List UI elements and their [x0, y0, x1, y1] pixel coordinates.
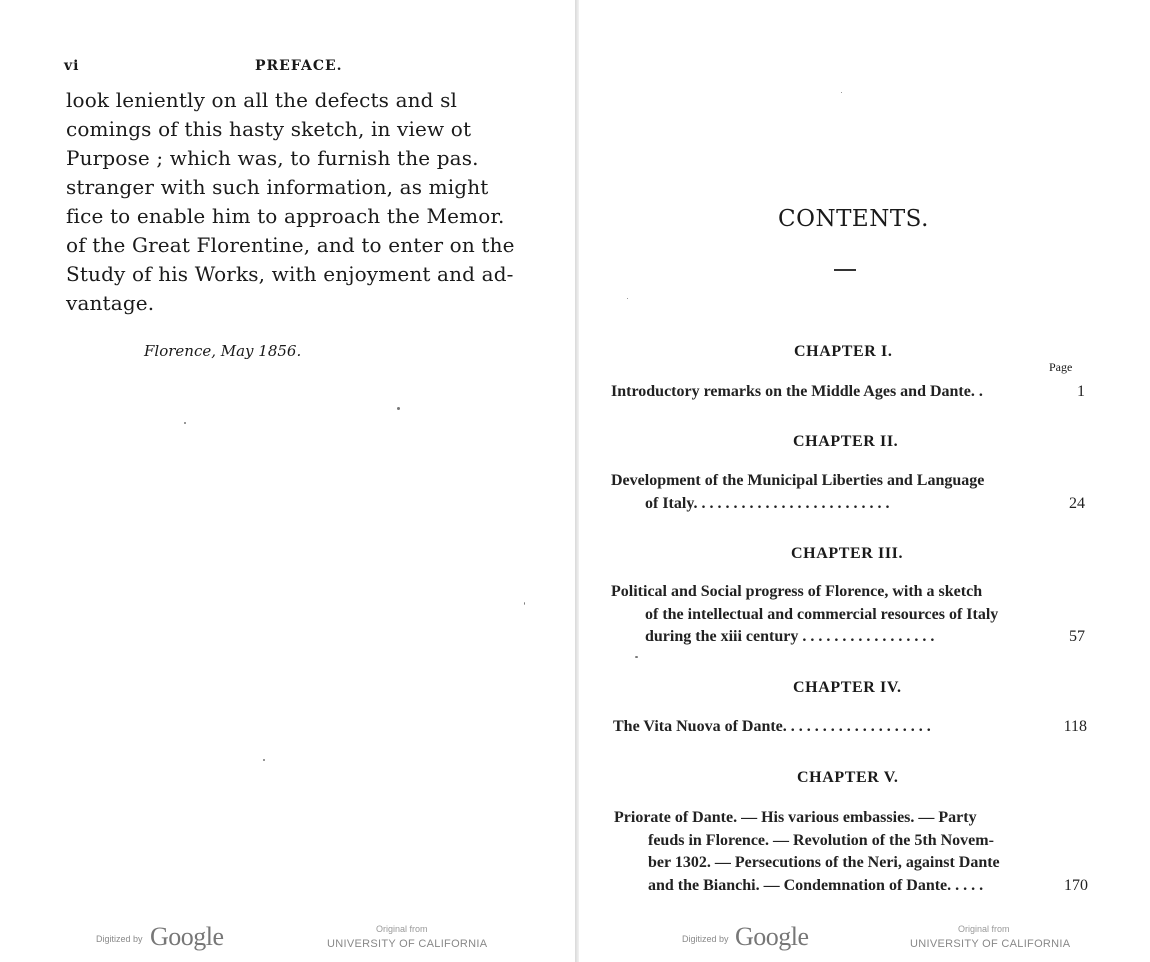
right-page	[579, 0, 1150, 962]
page-column-label: Page	[1049, 360, 1073, 374]
page-number: vi	[64, 58, 80, 74]
scan-speck	[841, 92, 842, 93]
google-logo: Google	[735, 922, 809, 951]
title-rule	[834, 269, 856, 271]
chapter-heading: CHAPTER II.	[793, 433, 899, 450]
contents-title: CONTENTS.	[778, 206, 929, 232]
toc-entry-line: and the Bianchi. — Condemnation of Dante. . . . .	[648, 876, 984, 894]
toc-entry-line: Introductory remarks on the Middle Ages and Dante. .	[611, 383, 983, 400]
toc-page-number: 57	[1069, 628, 1085, 645]
toc-page-number: 118	[1063, 718, 1087, 735]
preface-line: fice to enable him to approach the Memor.	[66, 204, 505, 228]
toc-entry	[611, 381, 1085, 404]
scan-speck	[263, 759, 265, 761]
chapter-heading: CHAPTER III.	[791, 545, 904, 562]
scan-speck	[397, 407, 400, 410]
toc-entry-line: of the intellectual and commercial resources of Italy	[645, 605, 999, 623]
toc-entry	[611, 581, 1085, 649]
google-logo: Google	[150, 922, 224, 951]
original-from-label: Original from	[958, 924, 1010, 934]
digitized-by-label: Digitized by	[96, 934, 143, 944]
chapter-heading: CHAPTER IV.	[793, 679, 902, 696]
toc-page-number: 24	[1069, 494, 1085, 512]
preface-text	[66, 86, 536, 318]
scan-speck	[184, 422, 186, 424]
toc-entry	[613, 716, 1087, 739]
preface-line: stranger with such information, as might	[66, 175, 489, 199]
university-label: UNIVERSITY OF CALIFORNIA	[910, 938, 1071, 950]
toc-page-number: 170	[1064, 876, 1088, 894]
toc-entry-line: feuds in Florence. — Revolution of the 5th Novem-	[648, 831, 994, 849]
toc-entry-line: of Italy. . . . . . . . . . . . . . . . . . . . . . . . .	[645, 494, 890, 512]
toc-page-number: 1	[1077, 383, 1085, 400]
running-head: PREFACE.	[255, 58, 343, 74]
original-from-label: Original from	[376, 924, 428, 934]
digitized-by-label: Digitized by	[682, 934, 729, 944]
toc-entry-line: Development of the Municipal Liberties and Language	[611, 472, 985, 489]
university-label: UNIVERSITY OF CALIFORNIA	[327, 938, 488, 950]
toc-entry-line: during the xiii century . . . . . . . . . . . . . . . . .	[645, 628, 935, 645]
scan-speck	[627, 298, 628, 299]
preface-signature: Florence, May 1856.	[144, 342, 302, 360]
toc-entry-line: Political and Social progress of Florence, with a sketch	[611, 583, 983, 600]
chapter-heading: CHAPTER V.	[797, 769, 899, 786]
toc-entry	[611, 470, 1085, 515]
toc-entry	[614, 807, 1088, 897]
preface-line: of the Great Florentine, and to enter on the	[66, 233, 515, 257]
scan-speck	[524, 602, 525, 605]
chapter-heading: CHAPTER I.	[794, 343, 893, 360]
toc-entry-line: Priorate of Dante. — His various embassies. — Party	[614, 809, 977, 826]
preface-line: comings of this hasty sketch, in view ot	[66, 117, 472, 141]
preface-line: vantage.	[66, 291, 155, 315]
preface-line: look leniently on all the defects and sl	[66, 88, 458, 112]
preface-line: Study of his Works, with enjoyment and ad-	[66, 262, 514, 286]
preface-line: Purpose ; which was, to furnish the pas.	[66, 146, 479, 170]
scan-speck	[635, 656, 638, 658]
toc-entry-line: The Vita Nuova of Dante. . . . . . . . . . . . . . . . . . .	[613, 718, 931, 735]
toc-entry-line: ber 1302. — Persecutions of the Neri, against Dante	[648, 854, 1000, 871]
